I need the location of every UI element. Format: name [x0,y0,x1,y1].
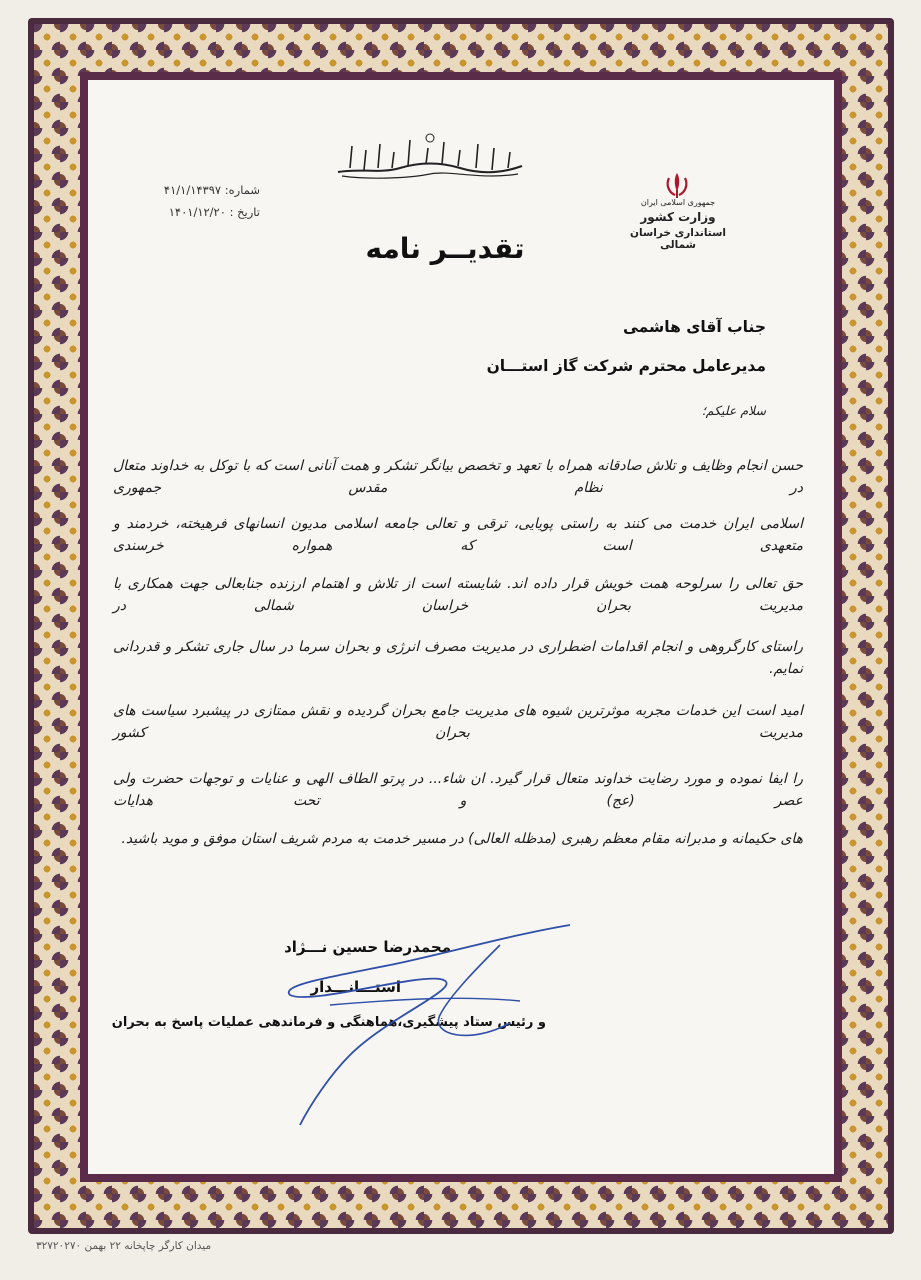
governorate-name: استانداری خراسان شمالی [629,227,726,251]
body-line-1: حسن انجام وظایف و تلاش صادقانه همراه با تعهد و تخصص بیانگر تشکر و همت آنانی است که با توکل به خداوند متعال در نظام مقدس جمهوری [113,458,803,496]
letter-date: تاریخ : ۱۴۰۱/۱۲/۲۰ [168,205,260,219]
printer-footer: میدان کارگر چاپخانه ۲۲ بهمن ۳۲۷۲۰۲۷۰ [36,1240,212,1252]
letter-number: شماره: ۴۱/۱/۱۴۳۹۷ [163,183,260,197]
greeting: سلام علیکم؛ [701,403,766,418]
signer-role: و رئیس ستاد پیشگیری،هماهنگی و فرماندهی عملیات پاسخ به بحران [111,1015,546,1030]
signer-position: استـــانـــدار [310,978,401,996]
addressee-position: مدیرعامل محترم شرکت گاز استـــان [486,357,766,375]
emblem-republic-text: جمهوری اسلامی ایران [640,198,716,207]
body-line-4: راستای کارگروهی و انجام اقدامات اضطراری در مدیریت مصرف انرژی و بحران سرما در سال جاری تشکر و قدردانی نمایم. [113,639,803,677]
ministry-name: وزارت کشور [640,210,716,224]
body-line-6: را ایفا نموده و مورد رضایت خداوند متعال قرار گیرد. ان شاء... در پرتو الطاف الهی و عنایات و توجهات حضرت ولی عصر (عج) و تحت هدایات [113,771,803,809]
body-line-2: اسلامی ایران خدمت می کنند به راستی پویایی، ترقی و تعالی جامعه اسلامی مدیون انسانهای فرهیخته، خردمند و متعهدی است که همواره خرسندی [113,516,803,554]
handwritten-signature [270,905,600,1145]
signer-name: محمدرضا حسین نـــژاد [284,938,451,956]
body-line-7: های حکیمانه و مدبرانه مقام معظم رهبری (مدظله العالی) در مسیر خدمت به مردم شریف استان موفق و موید باشید. [121,831,803,847]
page-title: تقدیــر نامه [365,232,525,265]
body-line-5: امید است این خدمات مجربه موثرترین شیوه های مدیریت جامع بحران گردیده و نقش ممتازی در پیشبرد سیاست های مدیریت بحران کشور [113,703,803,741]
basmala-calligraphy [330,128,530,184]
body-line-3: حق تعالی را سرلوحه همت خویش قرار داده اند. شایسته است از تلاش و اهتمام ارزنده جنابعالی جهت همکاری با مدیریت بحران خراسان شمالی در [113,576,803,614]
iran-emblem-icon [662,170,692,200]
addressee-name: جناب آقای هاشمی [622,318,766,336]
